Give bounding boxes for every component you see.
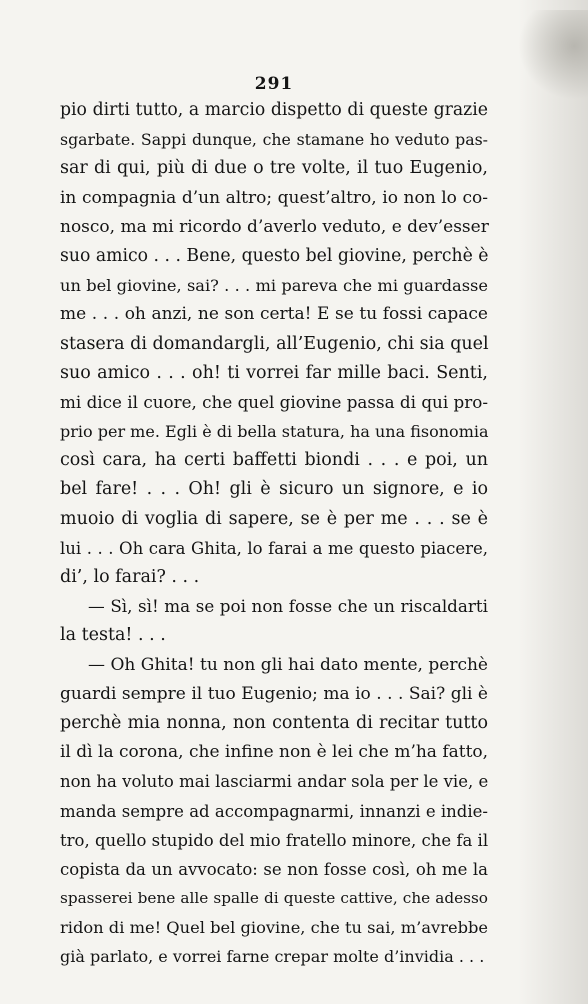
text-line: bel fare! . . . Oh! gli è sicuro un signore, e io (60, 479, 488, 500)
text-line: tro, quello stupido del mio fratello minore, che fa il (60, 830, 489, 850)
text-line: pio dirti tutto, a marcio dispetto di queste grazie (60, 100, 488, 120)
page-number: 291 (254, 74, 294, 94)
text-line: stasera di domandargli, all’Eugenio, chi sia quel (60, 333, 489, 354)
text-line: manda sempre ad accompagnarmi, innanzi e indie- (60, 801, 488, 821)
text-line: di’, lo farai? . . . (60, 567, 200, 587)
text-line: ridon di me! Quel bel giovine, che tu sai, m’avrebbe (60, 918, 488, 938)
page-stain (518, 10, 588, 100)
text-line: nosco, ma mi ricordo d’averlo veduto, e dev’esser (60, 216, 489, 237)
text-line: guardi sempre il tuo Eugenio; ma io . . . Sai? gli è (60, 683, 488, 704)
text-line: suo amico . . . oh! ti vorrei far mille baci. Senti, (60, 362, 488, 383)
text-line: un bel giovine, sai? . . . mi pareva che mi guardasse (60, 276, 488, 296)
text-line: mi dice il cuore, che quel giovine passa di qui pro- (60, 391, 488, 412)
page-edge-shadow (518, 0, 588, 1004)
text-line: la testa! . . . (60, 625, 166, 646)
text-line: sar di qui, più di due o tre volte, il tuo Eugenio, (60, 158, 488, 179)
text-line: così cara, ha certi baffetti biondi . . . e poi, un (60, 450, 488, 471)
text-line: spasserei bene alle spalle di queste cattive, che adesso (60, 889, 488, 908)
text-line: lui . . . Oh cara Ghita, lo farai a me questo piacere, (60, 538, 488, 558)
text-line: il dì la corona, che infine non è lei che m’ha fatto, (60, 742, 489, 763)
text-line: già parlato, e vorrei farne crepar molte d’invidia . . . (60, 947, 485, 967)
text-line: prio per me. Egli è di bella statura, ha una fisonomia (60, 422, 489, 442)
text-line: sgarbate. Sappi dunque, che stamane ho veduto pas- (60, 130, 488, 150)
text-line: copista da un avvocato: se non fosse così, oh me la (60, 859, 488, 879)
text-line: suo amico . . . Bene, questo bel giovine, perchè è (60, 245, 489, 266)
text-line: non ha voluto mai lasciarmi andar sola per le vie, e (60, 772, 489, 792)
text-line: in compagnia d’un altro; quest’altro, io non lo co- (60, 187, 488, 208)
text-line: muoio di voglia di sapere, se è per me . . . se è (60, 508, 488, 529)
body-text (60, 96, 488, 972)
text-line: perchè mia nonna, non contenta di recitar tutto (60, 712, 488, 733)
text-line: — Oh Ghita! tu non gli hai dato mente, perchè (88, 654, 488, 675)
text-line: me . . . oh anzi, ne son certa! E se tu fossi capace (60, 304, 488, 325)
text-line: — Sì, sì! ma se poi non fosse che un riscaldarti (88, 596, 488, 617)
